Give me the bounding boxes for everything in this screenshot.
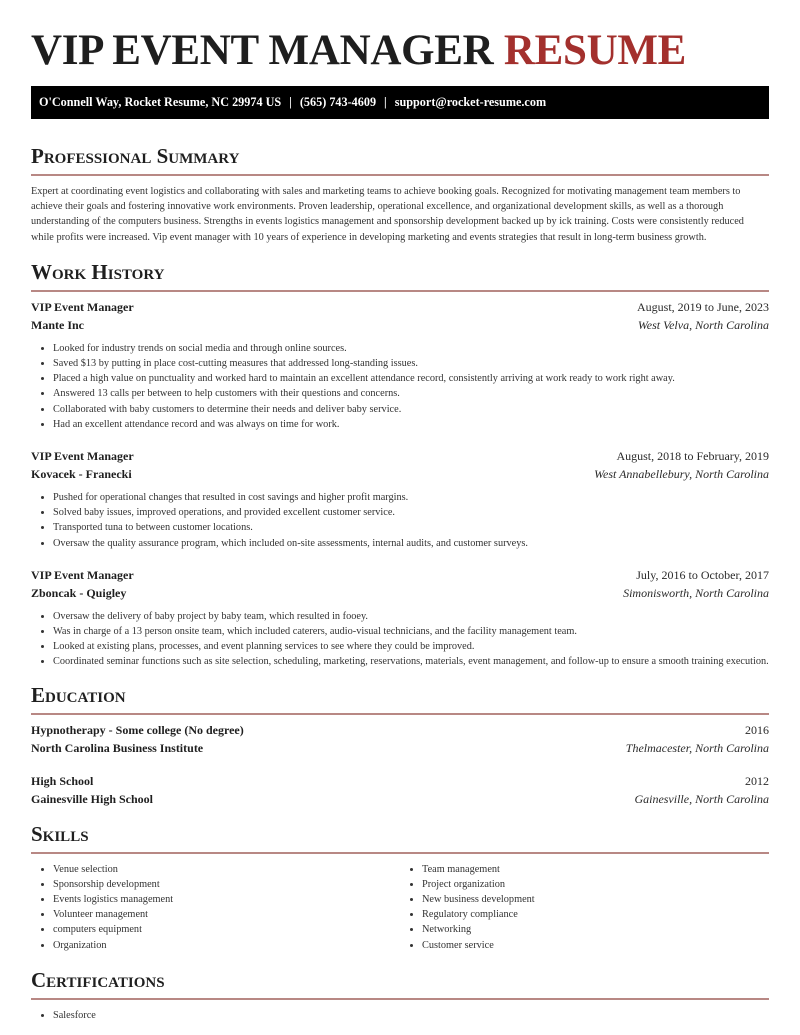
- education-year: 2012: [745, 773, 769, 788]
- skill-item: • Regulatory compliance: [422, 907, 769, 922]
- list-item: • Saved $13 by putting in place cost-cutting measures that addressed long-standing issues.: [53, 356, 769, 371]
- job-entry: [31, 568, 769, 670]
- skills-list-right: [400, 862, 769, 953]
- education-location: Thelmacester, North Carolina: [625, 740, 769, 755]
- education-entry: [31, 774, 769, 807]
- section-divider: [31, 713, 769, 715]
- education-degree: Hypnotherapy - Some college (No degree): [31, 722, 244, 737]
- education-entry: [31, 723, 769, 756]
- job-location: West Velva, North Carolina: [637, 317, 769, 332]
- resume-title: [31, 0, 769, 75]
- skills-section: [31, 821, 769, 953]
- job-dates: July, 2016 to October, 2017: [636, 567, 769, 582]
- skills-list-left: [31, 862, 400, 953]
- job-dates: August, 2019 to June, 2023: [637, 299, 769, 314]
- title-accent: RESUME: [503, 27, 687, 74]
- education-section: [31, 682, 769, 807]
- job-company: Zboncak - Quigley: [31, 585, 127, 600]
- education-degree: High School: [31, 773, 94, 788]
- contact-phone: (565) 743-4609: [299, 95, 377, 109]
- list-item: • Looked at existing plans, processes, and event planning services to see where they could be improved.: [53, 639, 769, 654]
- skill-item: • Networking: [422, 922, 769, 937]
- education-location: Gainesville, North Carolina: [634, 791, 769, 806]
- skill-item: • Team management: [422, 862, 769, 877]
- education-school: North Carolina Business Institute: [31, 740, 204, 755]
- list-item: • Answered 13 calls per between to help customers with their questions and concerns.: [53, 386, 769, 401]
- job-title: VIP Event Manager: [31, 299, 134, 314]
- section-heading-work-history: Work History: [31, 259, 165, 284]
- section-divider: [31, 174, 769, 176]
- list-item: • Was in charge of a 13 person onsite team, which included caterers, audio-visual technicians, and the facility management team.: [53, 624, 769, 639]
- contact-bar: [31, 86, 769, 119]
- skill-item: • Venue selection: [53, 862, 400, 877]
- skill-item: • Events logistics management: [53, 892, 400, 907]
- list-item: • Looked for industry trends on social media and through online sources.: [53, 341, 769, 356]
- list-item: • Solved baby issues, improved operations, and provided excellent customer service.: [53, 505, 769, 520]
- section-heading-skills: Skills: [31, 821, 89, 846]
- title-main: VIP EVENT MANAGER: [31, 27, 494, 74]
- job-company: Mante Inc: [31, 317, 84, 332]
- skill-item: • Project organization: [422, 877, 769, 892]
- list-item: • Oversaw the quality assurance program, which included on-site assessments, internal audits, and customer surveys.: [53, 536, 769, 551]
- skill-item: • Customer service: [422, 938, 769, 953]
- section-divider: [31, 998, 769, 1000]
- job-title: VIP Event Manager: [31, 449, 134, 464]
- section-divider: [31, 290, 769, 292]
- section-heading-education: Education: [31, 682, 126, 707]
- skill-item: • New business development: [422, 892, 769, 907]
- section-heading-summary: Professional Summary: [31, 144, 240, 168]
- list-item: • Placed a high value on punctuality and worked hard to maintain an excellent attendance record, consistently arriving at work ready to work right away.: [53, 371, 769, 386]
- contact-address: O'Connell Way, Rocket Resume, NC 29974 US: [39, 95, 282, 109]
- certifications-list: [31, 1008, 769, 1023]
- contact-separator: |: [384, 95, 387, 109]
- summary-section: [31, 143, 769, 245]
- list-item: • Collaborated with baby customers to determine their needs and deliver baby service.: [53, 402, 769, 417]
- contact-email: support@rocket-resume.com: [394, 95, 547, 109]
- skills-columns: [31, 862, 769, 953]
- skill-item: • Sponsorship development: [53, 877, 400, 892]
- job-company: Kovacek - Franecki: [31, 467, 132, 482]
- skill-item: • computers equipment: [53, 922, 400, 937]
- job-bullets: [31, 609, 769, 670]
- job-dates: August, 2018 to February, 2019: [616, 449, 769, 464]
- job-bullets: [31, 490, 769, 551]
- list-item: • Coordinated seminar functions such as site selection, scheduling, marketing, reservations, materials, event management, and follow-up to ensure a smooth training execution.: [53, 654, 769, 669]
- summary-text: Expert at coordinating event logistics and collaborating with sales and marketing teams to achieve booking goals. Recognized for motivating management team members to achieve their goals and fostering innovative work environments. Proven leadership, operational excellence, and organizational development skills, as well as a thorough understanding of the computers business. Strengths in events logistics management and sponsorship development backed up by ick training. Costs were consistently reduced while profits were increased. Vip event manager with 10 years of experience in developing marketing and events strategies that result in long-term business growth.: [31, 186, 744, 243]
- list-item: • Pushed for operational changes that resulted in cost savings and higher profit margins.: [53, 490, 769, 505]
- list-item: • Transported tuna to between customer locations.: [53, 520, 769, 535]
- section-heading-certifications: Certifications: [31, 967, 165, 992]
- skill-item: • Volunteer management: [53, 907, 400, 922]
- job-location: West Annabellebury, North Carolina: [594, 467, 769, 482]
- certification-item: • Salesforce: [53, 1008, 769, 1023]
- skill-item: • Organization: [53, 938, 400, 953]
- education-year: 2016: [745, 722, 769, 737]
- job-entry: [31, 300, 769, 432]
- education-school: Gainesville High School: [31, 791, 154, 806]
- job-bullets: [31, 341, 769, 432]
- list-item: • Oversaw the delivery of baby project by baby team, which resulted in fooey.: [53, 609, 769, 624]
- job-title: VIP Event Manager: [31, 567, 134, 582]
- job-location: Simonisworth, North Carolina: [623, 585, 769, 600]
- contact-separator: |: [289, 95, 292, 109]
- list-item: • Had an excellent attendance record and was always on time for work.: [53, 417, 769, 432]
- job-entry: [31, 449, 769, 551]
- certifications-section: [31, 967, 769, 1023]
- section-divider: [31, 852, 769, 854]
- work-history-section: [31, 259, 769, 670]
